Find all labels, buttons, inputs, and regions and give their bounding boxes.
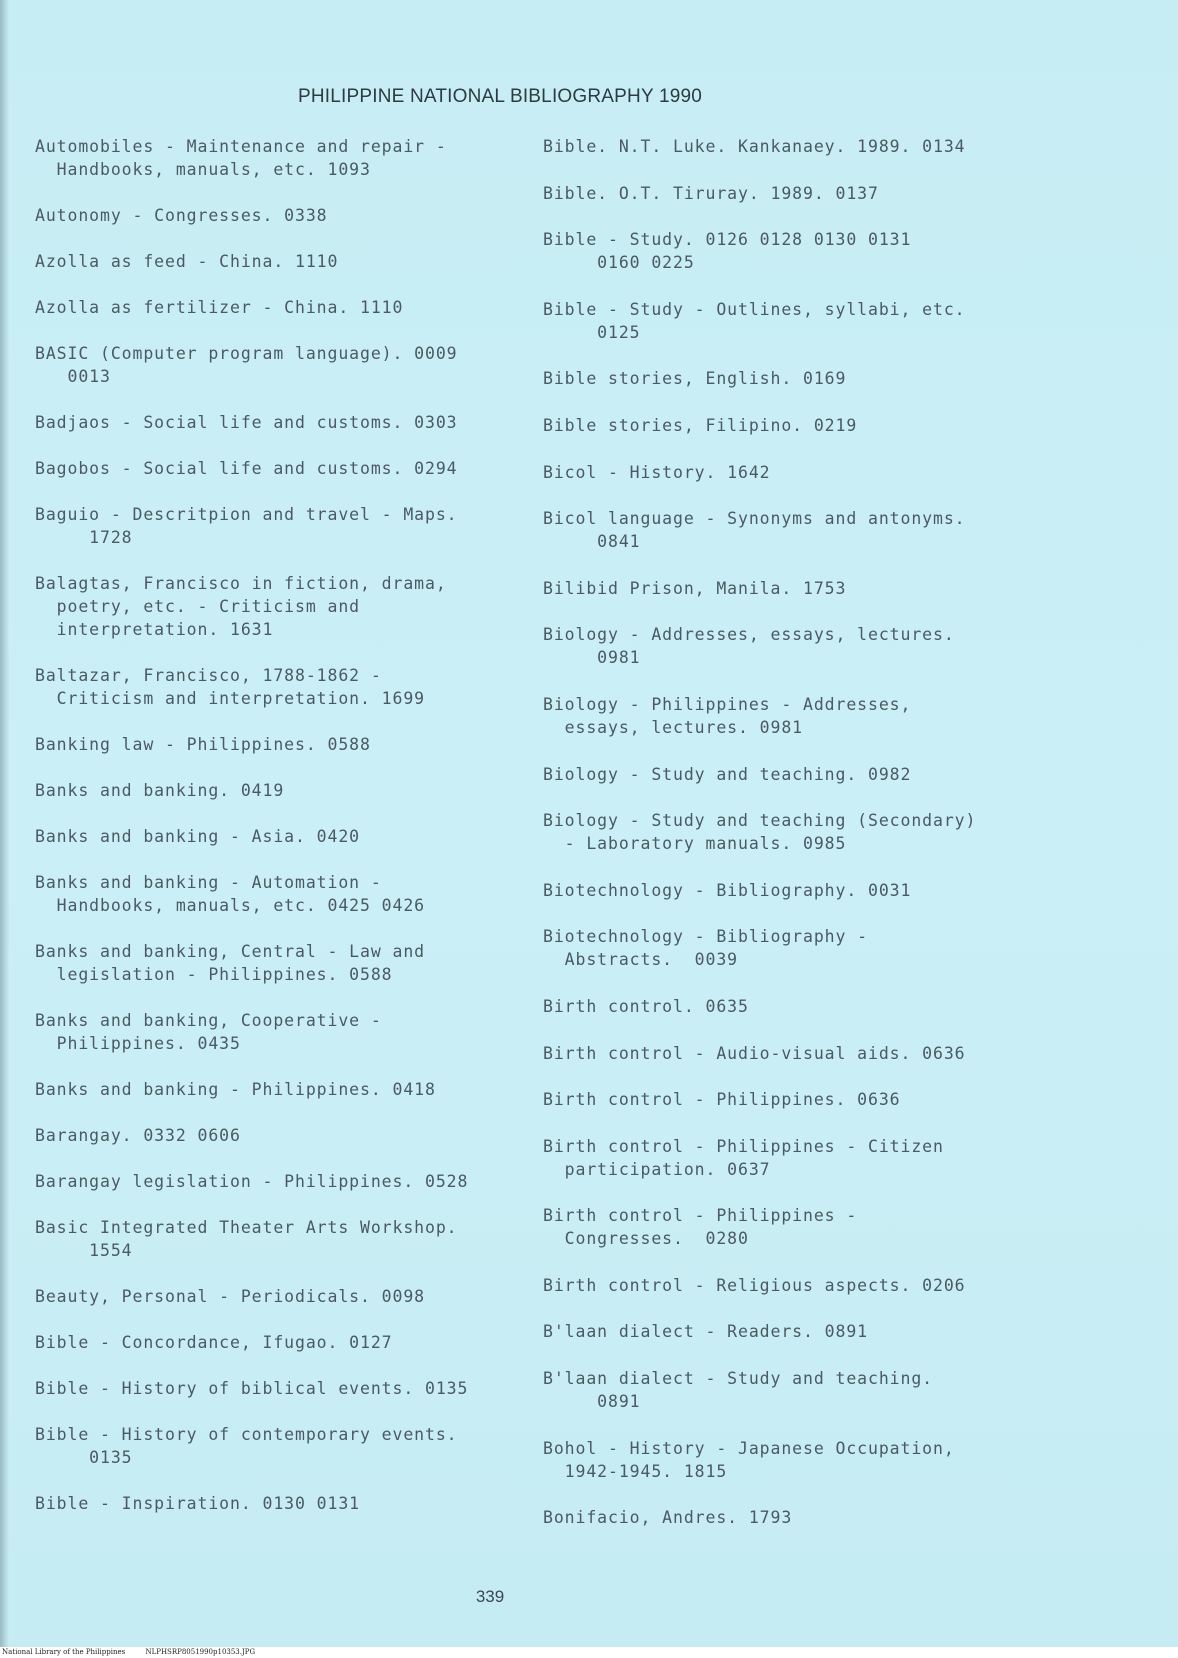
index-entry: Azolla as feed - China. 1110 — [35, 252, 339, 271]
index-entry: Banks and banking. 0419 — [35, 781, 285, 800]
index-entry: Birth control - Philippines - Congresses. 0280 — [543, 1206, 858, 1249]
index-entry: Banks and banking, Cooperative - Philippines. 0435 — [35, 1011, 382, 1053]
index-entry: Bible - Inspiration. 0130 0131 — [35, 1494, 361, 1513]
index-entry: Bonifacio, Andres. 1793 — [543, 1508, 793, 1528]
scan-credit-bar — [0, 1647, 1178, 1658]
index-entry: Azolla as fertilizer - China. 1110 — [35, 298, 404, 317]
index-entry: Beauty, Personal - Periodicals. 0098 — [35, 1287, 426, 1306]
index-entry: Barangay legislation - Philippines. 0528 — [35, 1172, 469, 1191]
index-entry: B'laan dialect - Readers. 0891 — [543, 1322, 869, 1342]
index-column-left — [35, 135, 535, 1538]
index-entry: Baguio - Descritpion and travel - Maps. 1728 — [35, 505, 458, 547]
index-entry: Banks and banking - Asia. 0420 — [35, 827, 361, 846]
index-entry: Birth control - Audio-visual aids. 0636 — [543, 1043, 966, 1063]
index-entry: Bible - Concordance, Ifugao. 0127 — [35, 1333, 393, 1352]
index-entry: Bagobos - Social life and customs. 0294 — [35, 459, 458, 478]
index-entry: Basic Integrated Theater Arts Workshop. 1554 — [35, 1218, 458, 1260]
index-entry: Biotechnology - Bibliography - Abstracts. 0039 — [543, 927, 869, 970]
index-entry: Biotechnology - Bibliography. 0031 — [543, 880, 912, 900]
index-entry: Autonomy - Congresses. 0338 — [35, 206, 328, 225]
index-entry: Badjaos - Social life and customs. 0303 — [35, 413, 458, 432]
index-entry: Barangay. 0332 0606 — [35, 1126, 241, 1145]
index-column-right — [543, 135, 1043, 1553]
index-entry: Banks and banking - Automation - Handbooks, manuals, etc. 0425 0426 — [35, 873, 426, 915]
index-entry: Birth control - Religious aspects. 0206 — [543, 1275, 966, 1295]
index-entry: Bible - History of biblical events. 0135 — [35, 1379, 469, 1398]
scan-credit-library: National Library of the Philippines — [2, 1648, 126, 1656]
index-entry: Biology - Study and teaching (Secondary) - Laboratory manuals. 0985 — [543, 811, 977, 854]
index-entry: Birth control. 0635 — [543, 996, 749, 1016]
index-entry: Bilibid Prison, Manila. 1753 — [543, 578, 847, 598]
index-entry: Bible stories, Filipino. 0219 — [543, 415, 858, 435]
index-entry: Banks and banking, Central - Law and legislation - Philippines. 0588 — [35, 942, 426, 984]
index-entry: Bible stories, English. 0169 — [543, 369, 847, 389]
index-entry: Bible - History of contemporary events. 0135 — [35, 1425, 458, 1467]
index-entry: Biology - Philippines - Addresses, essays, lectures. 0981 — [543, 694, 912, 737]
index-entry: Bohol - History - Japanese Occupation, 1942-1945. 1815 — [543, 1438, 955, 1481]
index-entry: Bicol language - Synonyms and antonyms. 0841 — [543, 509, 966, 552]
index-entry: Biology - Study and teaching. 0982 — [543, 764, 912, 784]
index-entry: Bible - Study. 0126 0128 0130 0131 0160 0225 — [543, 230, 912, 273]
index-entry: Baltazar, Francisco, 1788-1862 - Criticism and interpretation. 1699 — [35, 666, 426, 708]
index-entry: Automobiles - Maintenance and repair - Handbooks, manuals, etc. 1093 — [35, 137, 447, 179]
index-entry: Bible - Study - Outlines, syllabi, etc. 0125 — [543, 299, 966, 342]
index-entry: Banks and banking - Philippines. 0418 — [35, 1080, 436, 1099]
scan-credit-file: NLPHSRP8051990p10353.JPG — [145, 1648, 256, 1656]
page-title: PHILIPPINE NATIONAL BIBLIOGRAPHY 1990 — [297, 86, 703, 107]
page-spine-shadow — [0, 0, 9, 1658]
index-entry: B'laan dialect - Study and teaching. 0891 — [543, 1369, 934, 1412]
index-entry: Banking law - Philippines. 0588 — [35, 735, 371, 754]
index-entry: Bible. O.T. Tiruray. 1989. 0137 — [543, 183, 879, 203]
index-entry: Birth control - Philippines. 0636 — [543, 1090, 901, 1110]
index-entry: Birth control - Philippines - Citizen participation. 0637 — [543, 1136, 944, 1179]
index-entry: Biology - Addresses, essays, lectures. 0981 — [543, 625, 955, 668]
index-entry: Bicol - History. 1642 — [543, 462, 771, 482]
index-entry: Balagtas, Francisco in fiction, drama, poetry, etc. - Criticism and interpretation. 1631 — [35, 574, 447, 639]
index-entry: Bible. N.T. Luke. Kankanaey. 1989. 0134 — [543, 137, 966, 156]
index-entry: BASIC (Computer program language). 0009 0013 — [35, 344, 458, 386]
page-number: 339 — [475, 1587, 505, 1606]
